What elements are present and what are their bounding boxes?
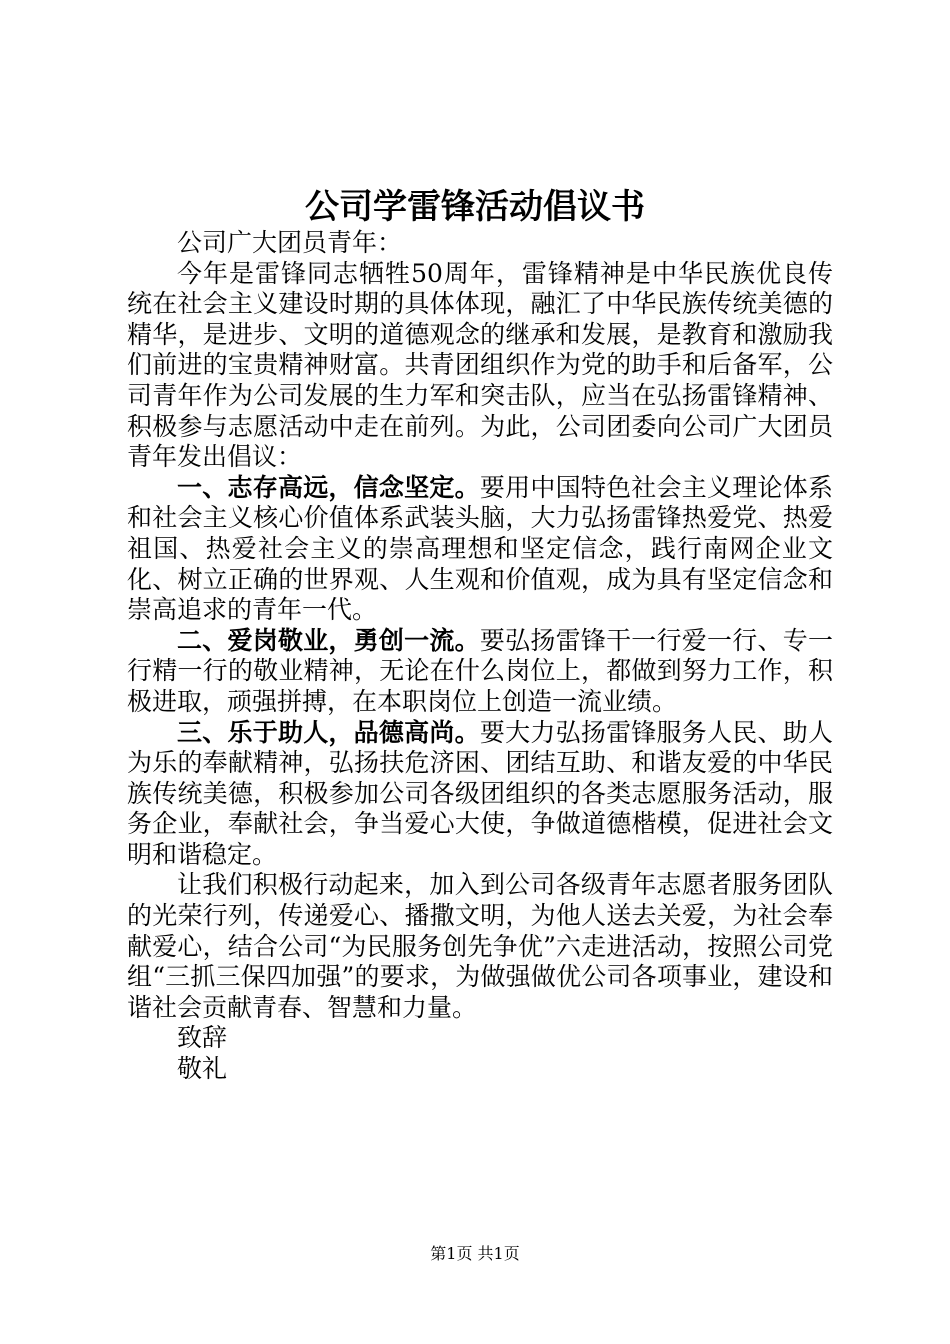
document-body [127, 228, 833, 1085]
page-footer: 第1页 共1页 [430, 1244, 520, 1263]
point-paragraph-2 [127, 626, 833, 718]
point-paragraph-1 [127, 473, 833, 626]
point-text-2: 要弘扬雷锋干一行爱一行、专一行精一行的敬业精神，无论在什么岗位上，都做到努力工作，积极进取，顽强拼搏，在本职岗位上创造一流业绩。 [127, 625, 833, 716]
document-title: 公司学雷锋活动倡议书 [305, 187, 645, 227]
point-heading-3: 三、乐于助人，品德高尚。 [177, 717, 480, 747]
salutation: 公司广大团员青年： [177, 228, 403, 257]
point-text-3: 要大力弘扬雷锋服务人民、助人为乐的奉献精神，弘扬扶危济困、团结互助、和谐友爱的中华民族传统美德，积极参加公司各级团组织的各类志愿服务活动，服务企业，奉献社会，争当爱心大使，争做道德楷模，促进社会文明和谐稳定。 [127, 717, 833, 869]
intro-paragraph: 今年是雷锋同志牺牲50周年，雷锋精神是中华民族优良传统在社会主义建设时期的具体体现，融汇了中华民族传统美德的精华，是进步、文明的道德观念的继承和发展，是教育和激励我们前进的宝贵精神财富。共青团组织作为党的助手和后备军，公司青年作为公司发展的生力军和突击队，应当在弘扬雷锋精神、积极参与志愿活动中走在前列。为此，公司团委向公司广大团员青年发出倡议： [127, 258, 833, 472]
point-text-1: 要用中国特色社会主义理论体系和社会主义核心价值体系武装头脑，大力弘扬雷锋热爱党、热爱祖国、热爱社会主义的崇高理想和坚定信念，践行南网企业文化、树立正确的世界观、人生观和价值观，成为具有坚定信念和崇高追求的青年一代。 [127, 472, 833, 625]
point-heading-1: 一、志存高远，信念坚定。 [177, 472, 480, 502]
point-heading-2: 二、爱岗敬业，勇创一流。 [177, 625, 480, 655]
closing-paragraph: 让我们积极行动起来，加入到公司各级青年志愿者服务团队的光荣行列，传递爱心、播撒文明，为他人送去关爱，为社会奉献爱心，结合公司“为民服务创先争优”六走进活动，按照公司党组“三抓三保四加强”的要求，为做强做优公司各项事业，建设和谐社会贡献青春、智慧和力量。 [127, 870, 833, 1022]
sign-off-line-2: 敬礼 [177, 1054, 228, 1084]
point-paragraph-3 [127, 718, 833, 871]
sign-off-line-1: 致辞 [177, 1023, 228, 1053]
